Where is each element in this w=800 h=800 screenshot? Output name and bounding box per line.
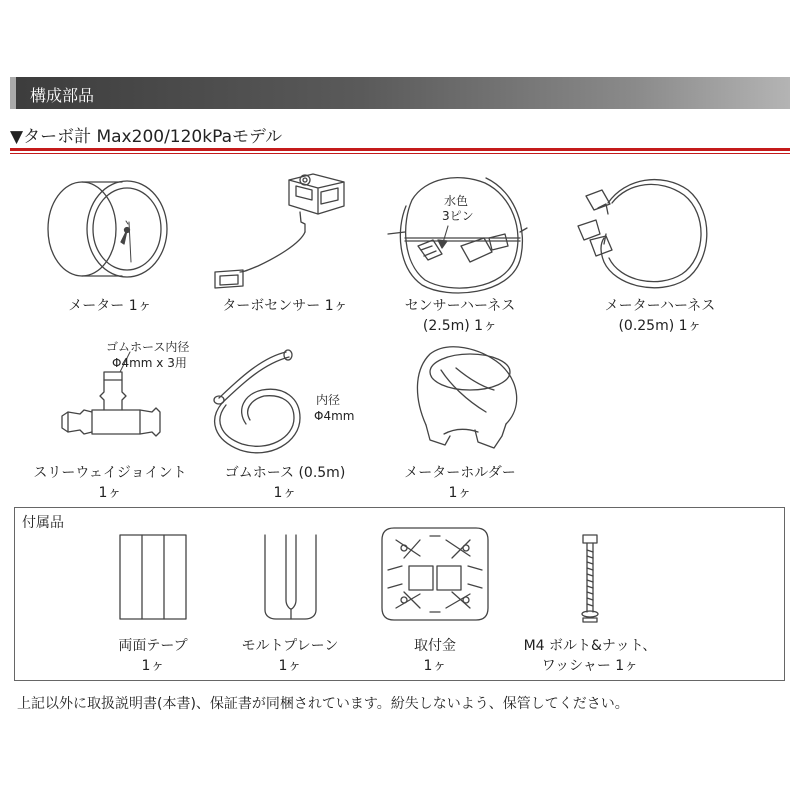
rubber-hose-illustration xyxy=(214,350,300,453)
bolt-set-qty: ワッシャー 1ヶ xyxy=(541,658,639,674)
meter-harness-qty: (0.25m) 1ヶ xyxy=(618,318,702,334)
rubber-hose-label: ゴムホース (0.5m) xyxy=(224,465,346,481)
meter-illustration xyxy=(48,181,167,277)
double-tape-label: 両面テープ xyxy=(118,638,188,654)
meter-harness-label: メーターハーネス xyxy=(604,298,716,314)
turbo-sensor-label: ターボセンサー 1ヶ xyxy=(222,298,348,314)
section-title: 構成部品 xyxy=(30,86,95,105)
sensor-harness-note-color: 水色 xyxy=(444,194,469,208)
bolt-set-label: M4 ボルト&ナット、 xyxy=(523,638,657,654)
accessories-title: 付属品 xyxy=(22,515,64,531)
rubber-hose-note-inner: 内径 xyxy=(316,393,341,407)
footer-note: 上記以外に取扱説明書(本書)、保証書が同梱されています。紛失しないよう、保管してください。 xyxy=(17,696,629,712)
three-way-note-size: Φ4mm x 3用 xyxy=(112,356,187,370)
molt-plane-label: モルトプレーン xyxy=(241,638,339,654)
three-way-joint-label: スリーウェイジョイント xyxy=(33,465,187,481)
meter-harness-illustration xyxy=(578,180,707,288)
model-title: ▼ターボ計 Max200/120kPaモデル xyxy=(10,127,283,147)
three-way-note-hose: ゴムホース内径 xyxy=(106,340,190,354)
meter-holder-label: メーターホルダー xyxy=(404,465,516,481)
sensor-harness-label: センサーハーネス xyxy=(404,298,516,314)
meter-holder-illustration xyxy=(417,347,516,448)
sensor-harness-qty: (2.5m) 1ヶ xyxy=(422,318,498,334)
rubber-hose-note-size: Φ4mm xyxy=(314,409,355,423)
rubber-hose-qty: 1ヶ xyxy=(273,485,297,501)
mount-plate-qty: 1ヶ xyxy=(423,658,447,674)
double-tape-qty: 1ヶ xyxy=(141,658,165,674)
turbo-sensor-illustration xyxy=(215,174,344,288)
mount-plate-label: 取付金 xyxy=(414,638,456,654)
meter-label: メーター 1ヶ xyxy=(68,298,152,314)
molt-plane-qty: 1ヶ xyxy=(278,658,302,674)
meter-holder-qty: 1ヶ xyxy=(448,485,472,501)
three-way-joint-qty: 1ヶ xyxy=(98,485,122,501)
sensor-harness-note-pins: 3ピン xyxy=(442,209,474,223)
